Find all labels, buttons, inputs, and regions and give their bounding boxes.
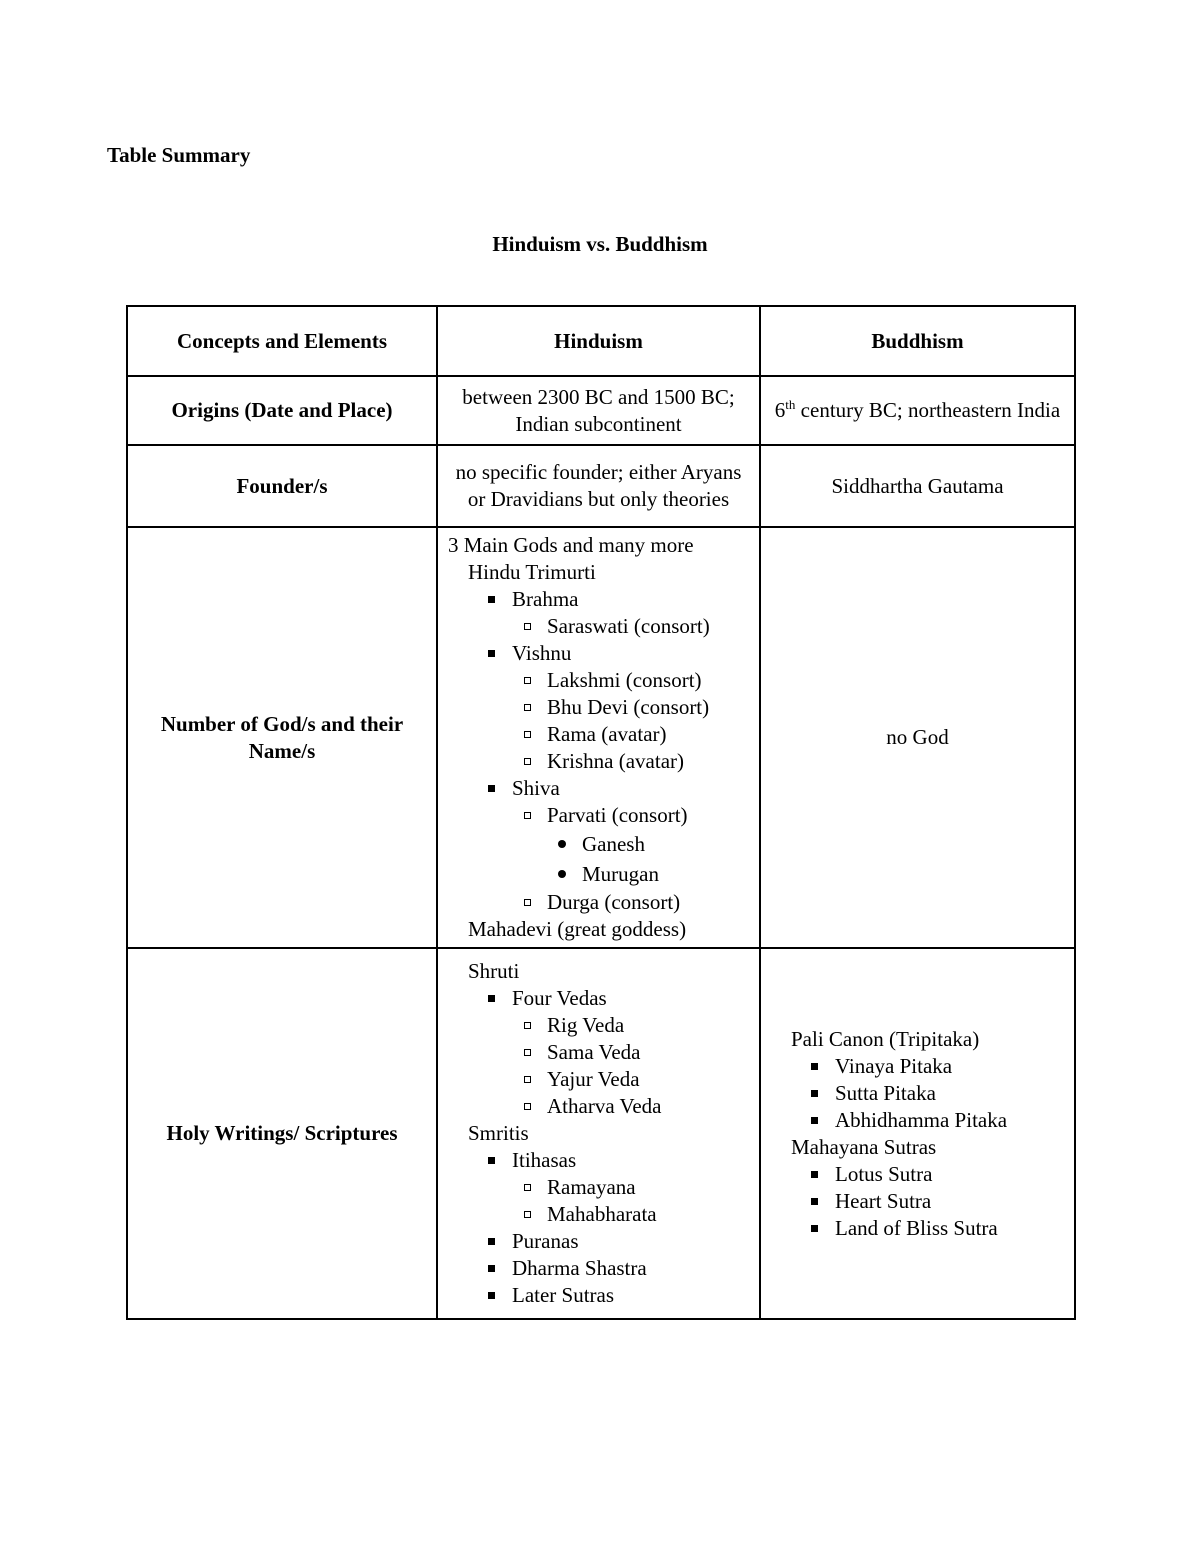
hollow-square-bullet-icon <box>524 899 531 906</box>
list-item: Shiva Parvati (consort) Ganesh Murugan Durga (consort) <box>512 775 749 916</box>
hollow-square-bullet-icon <box>524 1022 531 1029</box>
list-item: Krishna (avatar) <box>547 748 749 775</box>
square-bullet-icon <box>488 1157 495 1164</box>
concept-founder: Founder/s <box>127 445 437 527</box>
hinduism-holy-writings <box>437 948 760 1319</box>
round-bullet-icon <box>558 870 566 878</box>
list-item: Durga (consort) <box>547 889 749 916</box>
gods-tree <box>448 559 749 943</box>
hinduism-origins: between 2300 BC and 1500 BC; Indian subcontinent <box>437 376 760 445</box>
header-hinduism: Hinduism <box>437 306 760 376</box>
list-item: Lotus Sutra <box>835 1161 1064 1188</box>
hollow-square-bullet-icon <box>524 1103 531 1110</box>
square-bullet-icon <box>488 995 495 1002</box>
hinduism-gods <box>437 527 760 948</box>
smritis-label: Smritis <box>468 1121 529 1145</box>
origins-ordinal-suffix: th <box>785 397 796 412</box>
list-item: Itihasas Ramayana Mahabharata <box>512 1147 749 1228</box>
list-item: Later Sutras <box>512 1282 749 1309</box>
square-bullet-icon <box>811 1198 818 1205</box>
square-bullet-icon <box>488 785 495 792</box>
table-row-gods <box>127 527 1075 948</box>
origins-ordinal: 6 <box>774 398 786 422</box>
list-item: Abhidhamma Pitaka <box>835 1107 1064 1134</box>
document-heading: Table Summary <box>107 143 251 167</box>
round-bullet-icon <box>558 840 566 848</box>
list-item: Mahabharata <box>547 1201 749 1228</box>
list-item: Yajur Veda <box>547 1066 749 1093</box>
list-item: Saraswati (consort) <box>547 613 749 640</box>
header-concepts: Concepts and Elements <box>127 306 437 376</box>
square-bullet-icon <box>811 1117 818 1124</box>
list-item: Rig Veda <box>547 1012 749 1039</box>
list-item: Land of Bliss Sutra <box>835 1215 1064 1242</box>
list-item: Heart Sutra <box>835 1188 1064 1215</box>
hollow-square-bullet-icon <box>524 758 531 765</box>
hollow-square-bullet-icon <box>524 1049 531 1056</box>
square-bullet-icon <box>811 1063 818 1070</box>
list-item: Puranas <box>512 1228 749 1255</box>
concept-holy-writings: Holy Writings/ Scriptures <box>127 948 437 1319</box>
concept-origins: Origins (Date and Place) <box>127 376 437 445</box>
list-item: Four Vedas Rig Veda Sama Veda Yajur Veda Atharva Veda <box>512 985 749 1120</box>
mahadevi-label: Mahadevi (great goddess) <box>468 917 687 941</box>
table-header-row <box>127 306 1075 376</box>
list-item: Dharma Shastra <box>512 1255 749 1282</box>
square-bullet-icon <box>488 1265 495 1272</box>
list-item: Ramayana <box>547 1174 749 1201</box>
list-item: Murugan <box>582 859 749 889</box>
square-bullet-icon <box>811 1225 818 1232</box>
table-row-origins <box>127 376 1075 445</box>
hollow-square-bullet-icon <box>524 623 531 630</box>
list-item: Rama (avatar) <box>547 721 749 748</box>
buddhism-gods: no God <box>760 527 1075 948</box>
buddhism-origins <box>760 376 1075 445</box>
pali-canon-label: Pali Canon (Tripitaka) <box>791 1026 980 1051</box>
square-bullet-icon <box>488 1238 495 1245</box>
hollow-square-bullet-icon <box>524 731 531 738</box>
trimurti-list <box>468 586 749 916</box>
buddhism-holy-writings <box>760 948 1075 1319</box>
list-item: Sama Veda <box>547 1039 749 1066</box>
list-item: Vinaya Pitaka <box>835 1053 1064 1080</box>
list-item: Brahma Saraswati (consort) <box>512 586 749 640</box>
origins-rest: century BC; northeastern India <box>795 398 1061 422</box>
shruti-label: Shruti <box>468 959 520 983</box>
square-bullet-icon <box>488 1292 495 1299</box>
hollow-square-bullet-icon <box>524 812 531 819</box>
concept-gods: Number of God/s and their Name/s <box>127 527 437 948</box>
buddhism-founder: Siddhartha Gautama <box>760 445 1075 527</box>
trimurti-label: Hindu Trimurti <box>468 560 596 584</box>
hindu-scripture-tree <box>448 958 749 1309</box>
square-bullet-icon <box>488 650 495 657</box>
list-item: Lakshmi (consort) <box>547 667 749 694</box>
square-bullet-icon <box>811 1090 818 1097</box>
square-bullet-icon <box>811 1171 818 1178</box>
hollow-square-bullet-icon <box>524 1211 531 1218</box>
table-row-founder <box>127 445 1075 527</box>
header-buddhism: Buddhism <box>760 306 1075 376</box>
list-item: Vishnu Lakshmi (consort) Bhu Devi (consort) Rama (avatar) Krishna (avatar) <box>512 640 749 775</box>
comparison-table <box>126 305 1076 1320</box>
table-row-holy-writings <box>127 948 1075 1319</box>
mahayana-label: Mahayana Sutras <box>791 1134 937 1159</box>
list-item: Sutta Pitaka <box>835 1080 1064 1107</box>
list-item: Parvati (consort) Ganesh Murugan <box>547 802 749 889</box>
list-item: Atharva Veda <box>547 1093 749 1120</box>
list-item: Bhu Devi (consort) <box>547 694 749 721</box>
square-bullet-icon <box>488 596 495 603</box>
list-item: Ganesh <box>582 829 749 859</box>
hollow-square-bullet-icon <box>524 704 531 711</box>
page-title: Hinduism vs. Buddhism <box>492 232 708 256</box>
hollow-square-bullet-icon <box>524 677 531 684</box>
hollow-square-bullet-icon <box>524 1184 531 1191</box>
hollow-square-bullet-icon <box>524 1076 531 1083</box>
gods-intro: 3 Main Gods and many more <box>448 533 694 557</box>
hinduism-founder: no specific founder; either Aryans or Dravidians but only theories <box>437 445 760 527</box>
